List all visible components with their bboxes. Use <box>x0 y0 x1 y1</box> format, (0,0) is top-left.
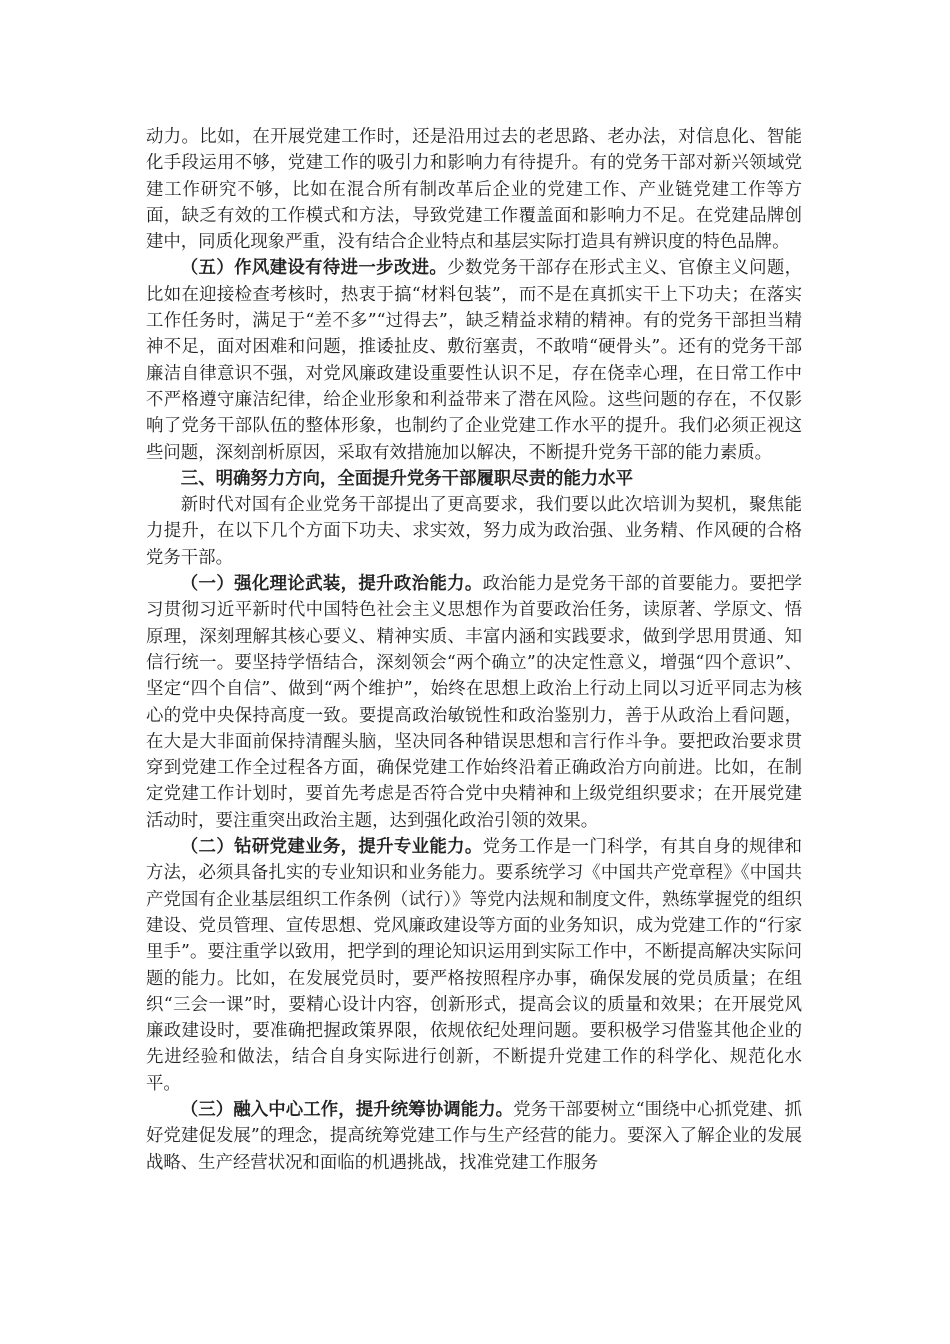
paragraph-5 <box>146 834 802 1097</box>
paragraph-5-lead: （二）钻研党建业务，提升专业能力。 <box>180 837 483 858</box>
paragraph-2-body: 少数党务干部存在形式主义、官僚主义问题，比如在迎接检查考核时，热衷于搞“材料包装”，而不是在真抓实干上下功夫；在落实工作任务时，满足于“差不多”“过得去”，缺乏精益求精的精神。有的党务干部担当精神不足，面对困难和问题，推诿扯皮、敷衍塞责，不敢啃“硬骨头”。还有的党务干部廉洁自律意识不强，对党风廉政建设重要性认识不足，存在侥幸心理，在日常工作中不严格遵守廉洁纪律，给企业形象和利益带来了潜在风险。这些问题的存在，不仅影响了党务干部队伍的整体形象，也制约了企业党建工作水平的提升。我们必须正视这些问题，深刻剖析原因，采取有效措施加以解决，不断提升党务干部的能力素质。 <box>146 258 802 463</box>
paragraph-6-lead: （三）融入中心工作，提升统筹协调能力。 <box>180 1099 514 1120</box>
paragraph-1: 动力。比如，在开展党建工作时，还是沿用过去的老思路、老办法，对信息化、智能化手段运用不够，党建工作的吸引力和影响力有待提升。有的党务干部对新兴领域党建工作研究不够，比如在混合所有制改革后企业的党建工作、产业链党建工作等方面，缺乏有效的工作模式和方法，导致党建工作覆盖面和影响力不足。在党建品牌创建中，同质化现象严重，没有结合企业特点和基层实际打造具有辨识度的特色品牌。 <box>146 127 802 253</box>
paragraph-4-lead: （一）强化理论武装，提升政治能力。 <box>180 574 483 595</box>
paragraph-3: 新时代对国有企业党务干部提出了更高要求，我们要以此次培训为契机，聚焦能力提升，在以下几个方面下功夫、求实效，努力成为政治强、业务精、作风硬的合格党务干部。 <box>146 495 802 568</box>
paragraph-4-body: 政治能力是党务干部的首要能力。要把学习贯彻习近平新时代中国特色社会主义思想作为首要政治任务，读原著、学原文、悟原理，深刻理解其核心要义、精神实质、丰富内涵和实践要求，做到学思用贯通、知信行统一。要坚持学悟结合，深刻领会“两个确立”的决定性意义，增强“四个意识”、坚定“四个自信”、做到“两个维护”，始终在思想上政治上行动上同以习近平同志为核心的党中央保持高度一致。要提高政治敏锐性和政治鉴别力，善于从政治上看问题，在大是大非面前保持清醒头脑，坚决同各种错误思想和言行作斗争。要把政治要求贯穿到党建工作全过程各方面，确保党建工作始终沿着正确政治方向前进。比如，在制定党建工作计划时，要首先考虑是否符合党中央精神和上级党组织要求；在开展党建活动时，要注重突出政治主题，达到强化政治引领的效果。 <box>146 574 802 831</box>
section-heading-3: 三、明确努力方向，全面提升党务干部履职尽责的能力水平 <box>180 468 633 489</box>
paragraph-5-body: 党务工作是一门科学，有其自身的规律和方法，必须具备扎实的专业知识和业务能力。要系统学习《中国共产党章程》《中国共产党国有企业基层组织工作条例（试行）》等党内法规和制度文件，熟练掌握党的组织建设、党员管理、宣传思想、党风廉政建设等方面的业务知识，成为党建工作的“行家里手”。要注重学以致用，把学到的理论知识运用到实际工作中，不断提高解决实际问题的能力。比如，在发展党员时，要严格按照程序办事，确保发展的党员质量；在组织“三会一课”时，要精心设计内容，创新形式，提高会议的质量和效果；在开展党风廉政建设时，要准确把握政策界限，依规依纪处理问题。要积极学习借鉴其他企业的先进经验和做法，结合自身实际进行创新，不断提升党建工作的科学化、规范化水平。 <box>146 837 802 1094</box>
paragraph-2 <box>146 255 802 465</box>
document-page <box>146 124 802 1176</box>
paragraph-2-lead: （五）作风建设有待进一步改进。 <box>180 258 448 279</box>
paragraph-6 <box>146 1097 802 1176</box>
paragraph-4 <box>146 571 802 834</box>
paragraph-6-body: 党务干部要树立“围绕中心抓党建、抓好党建促发展”的理念，提高统筹党建工作与生产经营的能力。要深入了解企业的发展战略、生产经营状况和面临的机遇挑战，找准党建工作服务 <box>146 1099 802 1173</box>
